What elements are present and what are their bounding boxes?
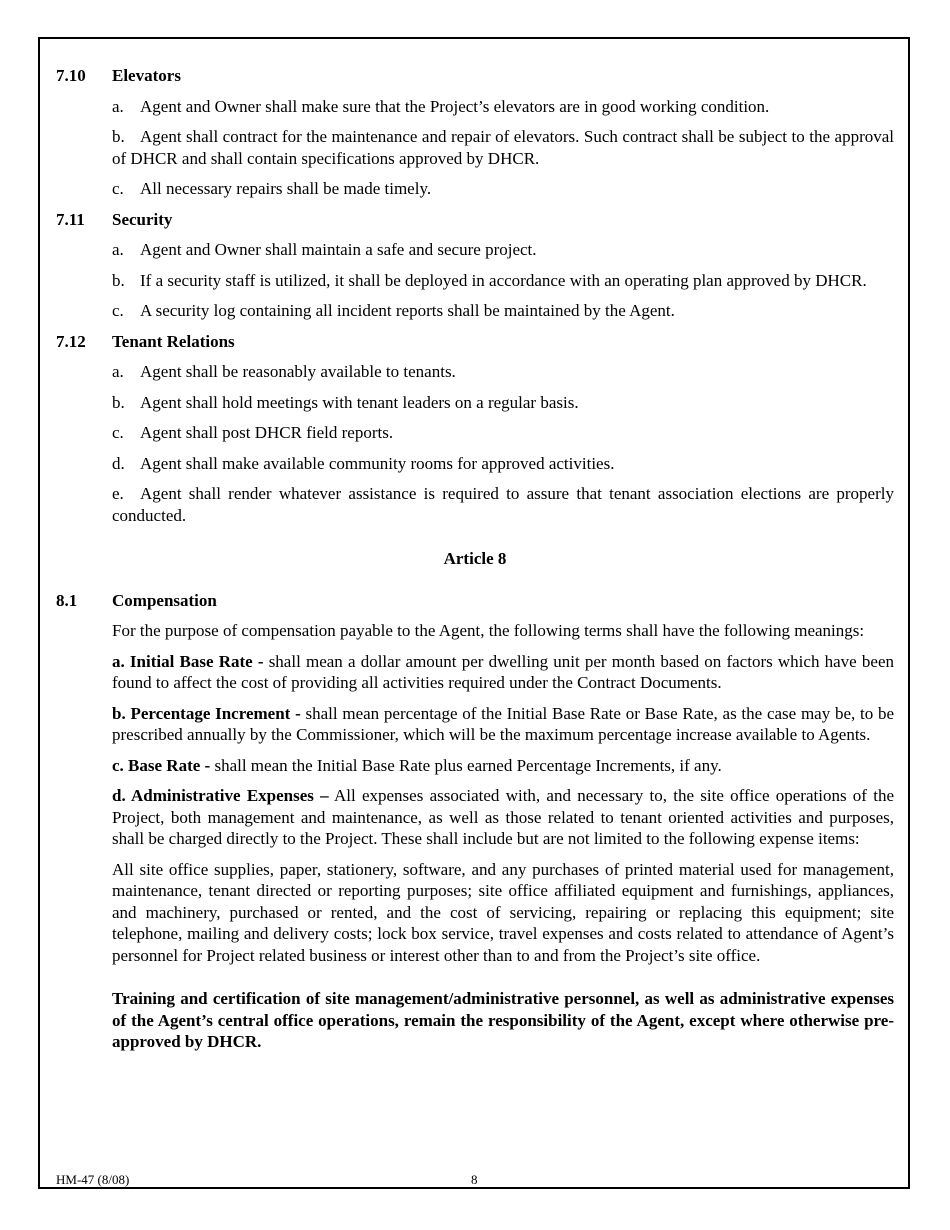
section-number: 8.1 — [56, 590, 78, 610]
list-item: a. Agent and Owner shall make sure that the Project’s elevators are in good working condition. — [112, 96, 770, 116]
section-heading-8-1 — [56, 590, 894, 612]
intro-paragraph: For the purpose of compensation payable to the Agent, the following terms shall have the following meanings: — [112, 621, 865, 640]
definition-base-rate: c. Base Rate - shall mean the Initial Base Rate plus earned Percentage Increments, if any. — [112, 755, 722, 775]
list-item: e. Agent shall render whatever assistance is required to assure that tenant association elections are properly conducted. — [112, 484, 894, 525]
expenses-paragraph: All site office supplies, paper, stationery, software, and any purchases of printed material used for management, maintenance, tenant directed or reporting purposes; site office affiliated equipment and furnishings, appliances, and machinery, purchased or rented, and the cost of servicing, repairing or replacing this equipment; site telephone, mailing and delivery costs; lock box service, travel expenses and costs related to attendance of Agent’s personnel for Project related business or interest other than to and from the Project’s site office. — [112, 859, 894, 965]
form-id: HM-47 (8/08) — [56, 1172, 130, 1187]
list-item: c. All necessary repairs shall be made timely. — [112, 179, 432, 198]
section-number: 7.11 — [56, 209, 85, 229]
responsibility-paragraph: Training and certification of site management/administrative personnel, as well as administrative expenses of the Agent’s central office operations, remain the responsibility of the Agent, except where otherwise pre-approved by DHCR. — [112, 989, 894, 1051]
section-title: Compensation — [112, 590, 217, 610]
section-heading-7-10 — [56, 65, 894, 87]
section-heading-7-12 — [56, 331, 894, 353]
list-item: b. Agent shall hold meetings with tenant leaders on a regular basis. — [112, 392, 579, 412]
section-title: Security — [112, 209, 173, 229]
list-item: b. If a security staff is utilized, it shall be deployed in accordance with an operating plan approved by DHCR. — [112, 270, 867, 290]
section-heading-7-11 — [56, 209, 894, 231]
list-item: a. Agent shall be reasonably available to tenants. — [112, 362, 456, 381]
page-number: 8 — [471, 1172, 478, 1187]
definition-percentage-increment: b. Percentage Increment - shall mean percentage of the Initial Base Rate or Base Rate, as the case may be, to be prescribed annually by the Commissioner, which will be the maximum percentage increase available to Agents. — [112, 703, 894, 744]
list-item: d. Agent shall make available community rooms for approved activities. — [112, 453, 615, 473]
definition-administrative-expenses: d. Administrative Expenses – All expenses associated with, and necessary to, the site office operations of the Project, both management and maintenance, as well as those related to tenant oriented activities and purposes, shall be charged directly to the Project. These shall include but are not limited to the following expense items: — [112, 786, 894, 848]
article-heading: Article 8 — [443, 549, 507, 568]
list-item: b. Agent shall contract for the maintenance and repair of elevators. Such contract shall be subject to the approval of DHCR and shall contain specifications approved by DHCR. — [112, 127, 894, 168]
section-title: Elevators — [112, 66, 181, 85]
section-number: 7.10 — [56, 66, 86, 85]
section-title: Tenant Relations — [112, 331, 235, 351]
document-body — [56, 65, 894, 1053]
section-number: 7.12 — [56, 331, 86, 351]
list-item: c. A security log containing all incident reports shall be maintained by the Agent. — [112, 301, 675, 320]
list-item: a. Agent and Owner shall maintain a safe and secure project. — [112, 240, 537, 259]
list-item: c. Agent shall post DHCR field reports. — [112, 423, 394, 442]
definition-initial-base-rate: a. Initial Base Rate - shall mean a dollar amount per dwelling unit per month based on factors which have been found to affect the cost of providing all activities required under the Contract Documents. — [112, 651, 894, 692]
